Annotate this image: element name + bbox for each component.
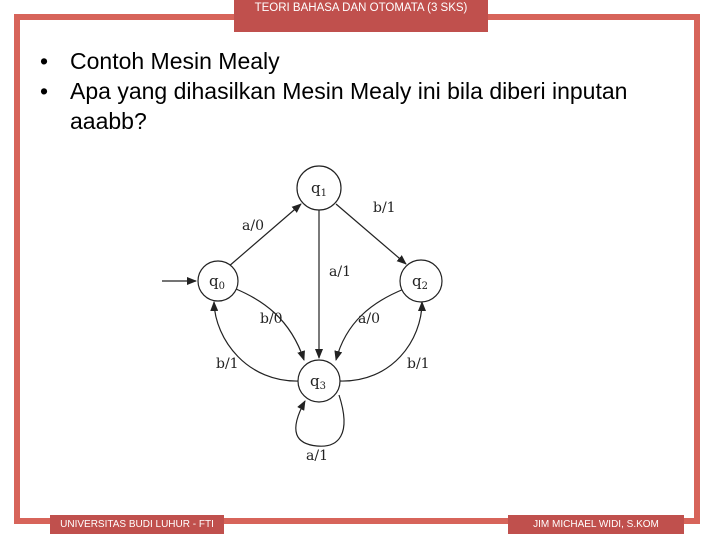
edge-q3-self-loop	[296, 395, 344, 446]
bullet-dot-icon: •	[40, 48, 49, 74]
edge-label-q3-q0: b/1	[216, 356, 239, 372]
footer-right-text: JIM MICHAEL WIDI, S.KOM	[533, 519, 659, 530]
footer-left-text: UNIVERSITAS BUDI LUHUR - FTI	[60, 519, 214, 530]
bullet-text: Apa yang dihasilkan Mesin Mealy ini bila diberi inputan aaabb?	[70, 78, 628, 134]
state-q0	[198, 261, 238, 301]
footer-right	[508, 515, 684, 534]
state-q0-sub: 0	[218, 281, 225, 292]
edge-label-q0-q3: b/0	[260, 311, 283, 327]
state-q2	[400, 260, 442, 302]
state-q3-sub: 3	[319, 381, 326, 392]
edge-label-q0-q1: a/0	[242, 218, 264, 234]
state-q1	[297, 166, 341, 210]
state-q2-label: q	[412, 272, 422, 290]
state-q3-label: q	[310, 372, 320, 390]
edge-label-q2-q3: a/0	[358, 311, 380, 327]
edge-q0-q1	[228, 204, 301, 267]
edge-label-q3-q2: b/1	[407, 356, 430, 372]
state-q1-label: q	[311, 179, 321, 197]
edge-label-q3-self: a/1	[306, 448, 328, 464]
bullet-dot-icon: •	[40, 78, 49, 104]
state-q1-sub: 1	[320, 188, 327, 199]
state-q2-sub: 2	[421, 281, 428, 292]
bullet-text: Contoh Mesin Mealy	[70, 48, 280, 74]
edge-label-q1-q3: a/1	[329, 264, 351, 280]
header-title: TEORI BAHASA DAN OTOMATA (3 SKS)	[254, 2, 468, 14]
edge-label-q1-q2: b/1	[373, 200, 396, 216]
state-q3	[298, 360, 340, 402]
state-q0-label: q	[209, 272, 219, 290]
footer-left	[50, 515, 224, 534]
